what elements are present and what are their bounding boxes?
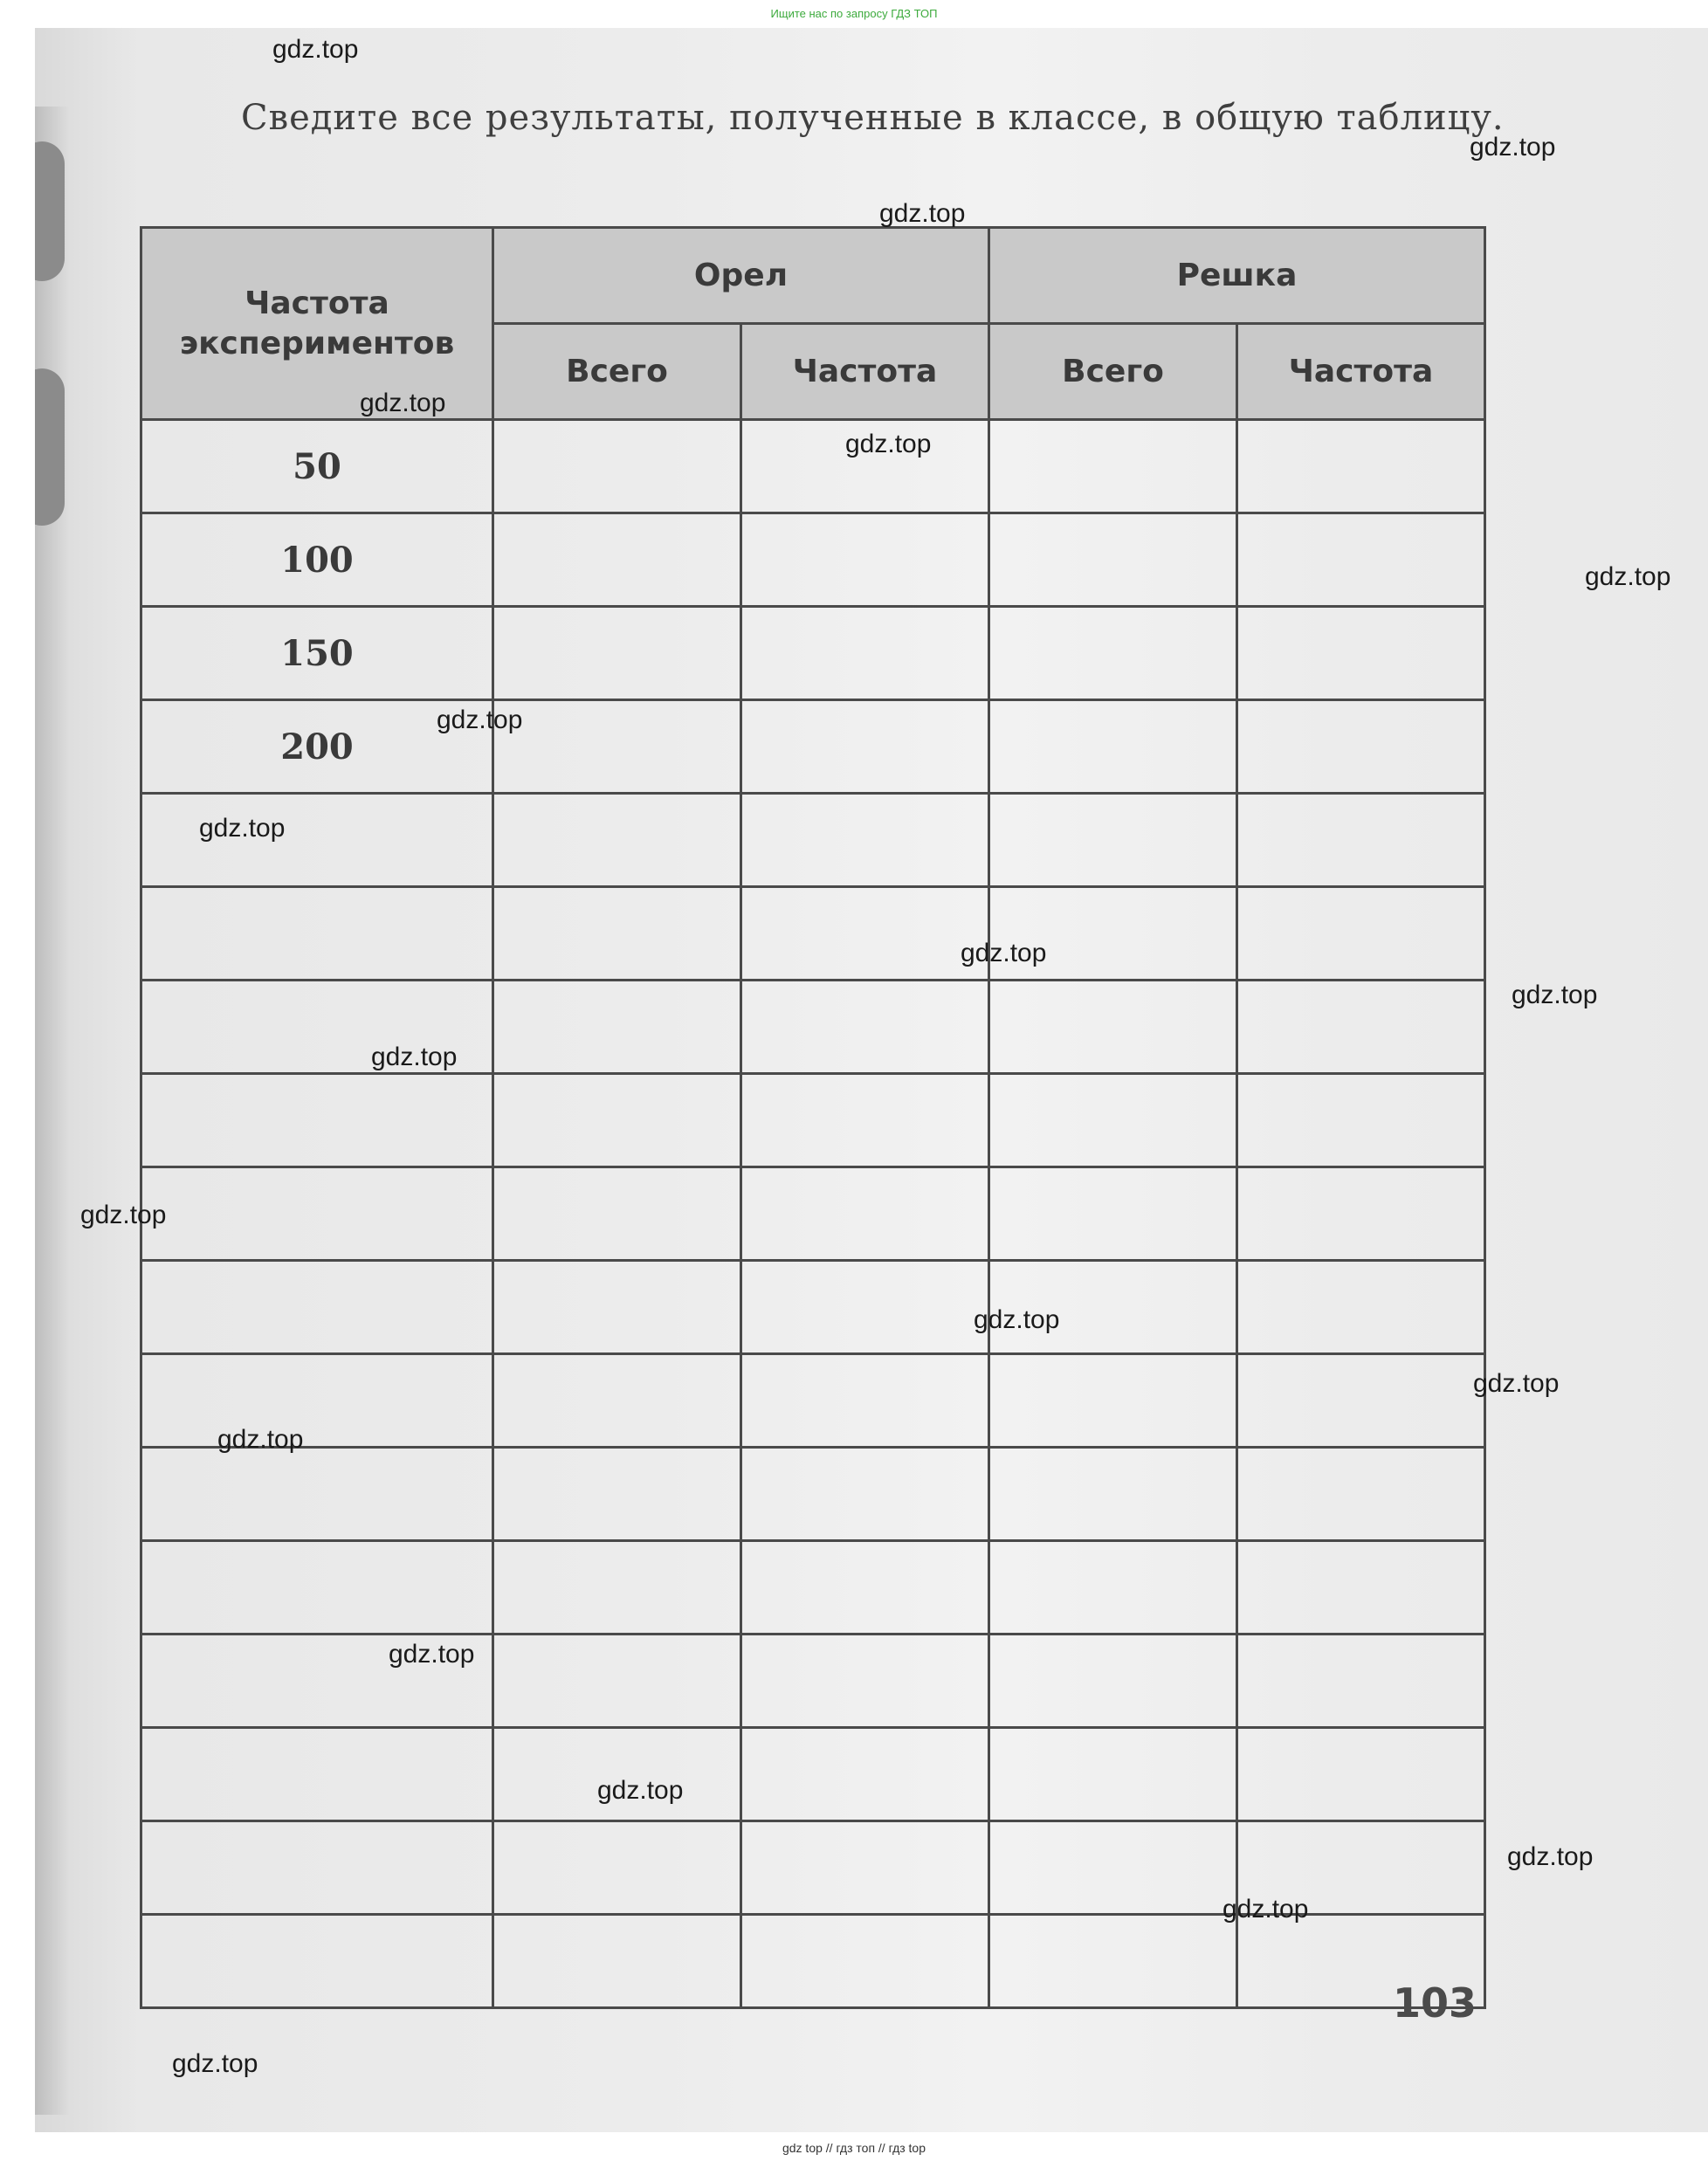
table-row (141, 981, 1485, 1074)
heads-total-cell[interactable] (493, 1261, 741, 1354)
watermark[interactable]: gdz.top (961, 939, 1047, 967)
experiment-count-cell: 150 (141, 607, 493, 700)
subheader-tails-total: Всего (989, 324, 1237, 420)
heads-frequency-cell[interactable] (741, 700, 989, 794)
watermark[interactable]: gdz.top (1473, 1369, 1560, 1398)
heads-frequency-cell[interactable] (741, 887, 989, 981)
tails-frequency-cell[interactable] (1237, 887, 1485, 981)
results-table-wrap (140, 226, 1486, 2009)
table-row (141, 1074, 1485, 1167)
tails-total-cell[interactable] (989, 1635, 1237, 1728)
watermark[interactable]: gdz.top (1512, 981, 1598, 1009)
tails-frequency-cell[interactable] (1237, 794, 1485, 887)
tails-total-cell[interactable] (989, 1354, 1237, 1448)
heads-frequency-cell[interactable] (741, 607, 989, 700)
tails-total-cell[interactable] (989, 1541, 1237, 1635)
experiment-count-cell: 100 (141, 513, 493, 607)
experiment-count-cell (141, 1728, 493, 1821)
tails-frequency-cell[interactable] (1237, 607, 1485, 700)
heads-total-cell[interactable] (493, 1541, 741, 1635)
tails-total-cell[interactable] (989, 1915, 1237, 2008)
experiment-count-cell (141, 1448, 493, 1541)
tails-frequency-cell[interactable] (1237, 1261, 1485, 1354)
watermark[interactable]: gdz.top (1585, 562, 1671, 591)
heads-total-cell[interactable] (493, 1167, 741, 1261)
table-row (141, 1167, 1485, 1261)
textbook-page (35, 28, 1708, 2132)
heads-frequency-cell[interactable] (741, 1261, 989, 1354)
table-row (141, 1261, 1485, 1354)
heads-frequency-cell[interactable] (741, 1728, 989, 1821)
heads-total-cell[interactable] (493, 887, 741, 981)
instruction-text: Сведите все результаты, полученные в классе, в общую таблицу. (241, 98, 1505, 138)
experiment-count-cell (141, 1261, 493, 1354)
heads-frequency-cell[interactable] (741, 794, 989, 887)
heads-total-cell[interactable] (493, 513, 741, 607)
footer-links[interactable]: gdz top // гдз топ // гдз top (782, 2141, 926, 2155)
heads-frequency-cell[interactable] (741, 981, 989, 1074)
watermark[interactable]: gdz.top (199, 814, 286, 843)
results-table (140, 226, 1486, 2009)
tails-total-cell[interactable] (989, 420, 1237, 513)
tails-total-cell[interactable] (989, 700, 1237, 794)
heads-total-cell[interactable] (493, 1074, 741, 1167)
tails-total-cell[interactable] (989, 1167, 1237, 1261)
heads-total-cell[interactable] (493, 1728, 741, 1821)
watermark[interactable]: gdz.top (360, 389, 446, 417)
tails-frequency-cell[interactable] (1237, 1354, 1485, 1448)
heads-total-cell[interactable] (493, 1354, 741, 1448)
watermark[interactable]: gdz.top (437, 705, 523, 734)
heads-total-cell[interactable] (493, 1915, 741, 2008)
experiment-count-cell (141, 1915, 493, 2008)
tails-frequency-cell[interactable] (1237, 1635, 1485, 1728)
watermark[interactable]: gdz.top (1222, 1895, 1309, 1924)
watermark[interactable]: gdz.top (879, 199, 966, 228)
header-experiment-frequency: Частота экспериментов (141, 228, 493, 420)
tails-frequency-cell[interactable] (1237, 1541, 1485, 1635)
watermark[interactable]: gdz.top (217, 1425, 304, 1454)
watermark[interactable]: gdz.top (597, 1776, 684, 1805)
tails-frequency-cell[interactable] (1237, 420, 1485, 513)
table-row (141, 794, 1485, 887)
experiment-count-cell: 50 (141, 420, 493, 513)
table-row (141, 513, 1485, 607)
heads-frequency-cell[interactable] (741, 1448, 989, 1541)
watermark[interactable]: gdz.top (845, 430, 932, 458)
experiment-count-cell (141, 887, 493, 981)
top-banner[interactable]: Ищите нас по запросу ГДЗ ТОП (770, 7, 938, 20)
table-row (141, 1541, 1485, 1635)
table-row (141, 1354, 1485, 1448)
header-heads: Орел (493, 228, 989, 324)
heads-frequency-cell[interactable] (741, 1074, 989, 1167)
heads-total-cell[interactable] (493, 607, 741, 700)
heads-total-cell[interactable] (493, 1448, 741, 1541)
watermark[interactable]: gdz.top (1470, 133, 1556, 162)
experiment-count-cell: 200 (141, 700, 493, 794)
heads-total-cell[interactable] (493, 981, 741, 1074)
watermark[interactable]: gdz.top (974, 1305, 1060, 1334)
table-row (141, 607, 1485, 700)
heads-frequency-cell[interactable] (741, 1821, 989, 1915)
tails-total-cell[interactable] (989, 981, 1237, 1074)
tails-total-cell[interactable] (989, 513, 1237, 607)
heads-frequency-cell[interactable] (741, 1167, 989, 1261)
header-tails: Решка (989, 228, 1485, 324)
tails-total-cell[interactable] (989, 607, 1237, 700)
tails-total-cell[interactable] (989, 794, 1237, 887)
spine-mark (35, 141, 65, 281)
subheader-heads-total: Всего (493, 324, 741, 420)
heads-total-cell[interactable] (493, 700, 741, 794)
table-row (141, 1448, 1485, 1541)
table-row (141, 1915, 1485, 2008)
tails-frequency-cell[interactable] (1237, 513, 1485, 607)
heads-frequency-cell[interactable] (741, 1635, 989, 1728)
subheader-tails-frequency: Частота (1237, 324, 1485, 420)
watermark[interactable]: gdz.top (272, 35, 359, 64)
watermark[interactable]: gdz.top (371, 1043, 458, 1071)
heads-total-cell[interactable] (493, 420, 741, 513)
heads-frequency-cell[interactable] (741, 513, 989, 607)
experiment-count-cell (141, 1541, 493, 1635)
page-spine (35, 107, 70, 2115)
heads-total-cell[interactable] (493, 794, 741, 887)
tails-total-cell[interactable] (989, 1821, 1237, 1915)
spine-mark (35, 368, 65, 526)
tails-total-cell[interactable] (989, 1728, 1237, 1821)
table-row (141, 1635, 1485, 1728)
table-row (141, 1728, 1485, 1821)
tails-frequency-cell[interactable] (1237, 1728, 1485, 1821)
tails-frequency-cell[interactable] (1237, 981, 1485, 1074)
heads-frequency-cell[interactable] (741, 1354, 989, 1448)
page-number: 103 (1393, 1979, 1477, 2027)
table-row (141, 700, 1485, 794)
tails-total-cell[interactable] (989, 1074, 1237, 1167)
watermark[interactable]: gdz.top (172, 2049, 258, 2078)
watermark[interactable]: gdz.top (389, 1640, 475, 1669)
heads-total-cell[interactable] (493, 1821, 741, 1915)
heads-frequency-cell[interactable] (741, 1541, 989, 1635)
watermark[interactable]: gdz.top (1507, 1842, 1594, 1871)
heads-frequency-cell[interactable] (741, 1915, 989, 2008)
experiment-count-cell (141, 1074, 493, 1167)
table-row (141, 887, 1485, 981)
tails-total-cell[interactable] (989, 1448, 1237, 1541)
subheader-heads-frequency: Частота (741, 324, 989, 420)
heads-total-cell[interactable] (493, 1635, 741, 1728)
experiment-count-cell (141, 1821, 493, 1915)
tails-frequency-cell[interactable] (1237, 1074, 1485, 1167)
tails-frequency-cell[interactable] (1237, 1167, 1485, 1261)
experiment-count-cell (141, 1167, 493, 1261)
watermark[interactable]: gdz.top (80, 1201, 167, 1229)
experiment-count-cell (141, 794, 493, 887)
table-row (141, 420, 1485, 513)
tails-frequency-cell[interactable] (1237, 1448, 1485, 1541)
tails-frequency-cell[interactable] (1237, 700, 1485, 794)
experiment-count-cell (141, 1354, 493, 1448)
